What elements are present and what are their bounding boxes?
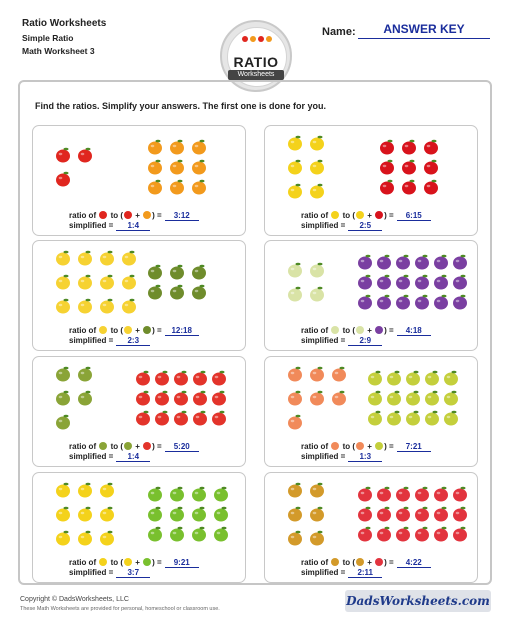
pineapple-icon xyxy=(310,507,324,522)
cherries-icon xyxy=(402,180,416,195)
plus-label: + xyxy=(135,211,140,220)
logo-fruit-icon xyxy=(242,36,248,42)
green-apple-icon xyxy=(170,487,184,502)
fruit-picture xyxy=(265,126,479,210)
lemon-icon xyxy=(310,136,324,151)
ratio-answer[interactable]: 3:12 xyxy=(165,211,199,221)
plus-label: + xyxy=(367,211,372,220)
banana-icon xyxy=(122,275,136,290)
problem-card xyxy=(32,472,246,583)
simplified-label: simplified = xyxy=(301,568,346,577)
to-label: to ( xyxy=(342,326,356,335)
simplified-label: simplified = xyxy=(301,336,346,345)
banana-icon xyxy=(100,251,114,266)
simplified-answer[interactable]: 2:5 xyxy=(348,221,382,231)
pear-icon xyxy=(425,411,439,426)
ratio-answer[interactable]: 9:21 xyxy=(165,558,199,568)
grapes-icon xyxy=(434,275,448,290)
simplified-label: simplified = xyxy=(301,221,346,230)
pear-icon xyxy=(375,442,383,450)
kiwi-icon xyxy=(99,442,107,450)
simplified-line xyxy=(301,568,382,578)
banana-icon xyxy=(78,251,92,266)
grapes-icon xyxy=(396,255,410,270)
instructions: Find the ratios. Simplify your answers. The first one is done for you. xyxy=(35,101,327,111)
kiwi-icon xyxy=(56,415,70,430)
green-apple-icon xyxy=(148,507,162,522)
copyright: Copyright © DadsWorksheets, LLC xyxy=(20,596,129,603)
kiwi-icon xyxy=(56,367,70,382)
grapes-icon xyxy=(453,255,467,270)
orange-icon xyxy=(192,180,206,195)
pineapple-icon xyxy=(310,483,324,498)
grapes-icon xyxy=(375,326,383,334)
equals-label: ) = xyxy=(384,326,394,335)
equals-label: ) = xyxy=(384,558,394,567)
plus-label: + xyxy=(367,442,372,451)
to-label: to ( xyxy=(110,442,124,451)
kiwi-icon xyxy=(78,391,92,406)
grapes-icon xyxy=(415,255,429,270)
fruit-picture xyxy=(265,241,479,325)
plus-label: + xyxy=(367,558,372,567)
apple-icon xyxy=(99,211,107,219)
worksheet-title: Ratio Worksheets xyxy=(22,18,107,29)
simplified-line xyxy=(301,336,382,346)
lemon-icon xyxy=(356,211,364,219)
ratio-line xyxy=(301,442,431,452)
simplified-line xyxy=(69,221,150,231)
ratio-line xyxy=(301,211,431,221)
peach-icon xyxy=(310,367,324,382)
lemon-icon xyxy=(100,507,114,522)
ratio-of-label: ratio of xyxy=(69,211,97,220)
simplified-label: simplified = xyxy=(69,221,114,230)
banana-icon xyxy=(56,251,70,266)
green-apple-icon xyxy=(192,527,206,542)
plus-label: + xyxy=(135,442,140,451)
simplified-line xyxy=(69,336,150,346)
strawberry-icon xyxy=(136,411,150,426)
strawberry-icon xyxy=(212,371,226,386)
cherries-icon xyxy=(402,140,416,155)
strawberry-icon xyxy=(174,411,188,426)
simplified-answer[interactable]: 1:3 xyxy=(348,452,382,462)
banana-icon xyxy=(56,275,70,290)
pear-icon xyxy=(368,371,382,386)
worksheet-subtitle: Simple Ratio xyxy=(22,33,74,43)
watermelon-icon xyxy=(377,487,391,502)
equals-label: ) = xyxy=(152,211,162,220)
problem-card xyxy=(264,356,478,467)
lemon-icon xyxy=(124,558,132,566)
grapes-icon xyxy=(453,295,467,310)
melon-icon xyxy=(356,326,364,334)
problem-card xyxy=(264,240,478,351)
grapes-icon xyxy=(358,255,372,270)
cherries-icon xyxy=(375,211,383,219)
strawberry-icon xyxy=(174,391,188,406)
fruit-picture xyxy=(265,357,479,441)
strawberry-icon xyxy=(155,391,169,406)
orange-icon xyxy=(148,160,162,175)
pear-icon xyxy=(368,391,382,406)
to-label: to ( xyxy=(110,558,124,567)
pear-icon xyxy=(425,391,439,406)
watermelon-icon xyxy=(453,507,467,522)
watermelon-icon xyxy=(453,487,467,502)
watermelon-icon xyxy=(377,527,391,542)
melon-icon xyxy=(288,263,302,278)
banana-icon xyxy=(78,275,92,290)
strawberry-icon xyxy=(193,411,207,426)
usage-note: These Math Worksheets are provided for personal, homeschool or classroom use. xyxy=(20,606,220,612)
peach-icon xyxy=(331,442,339,450)
problem-card xyxy=(32,356,246,467)
ratio-of-label: ratio of xyxy=(69,442,97,451)
melon-icon xyxy=(331,326,339,334)
pear-icon xyxy=(387,411,401,426)
to-label: to ( xyxy=(342,211,356,220)
peach-icon xyxy=(288,367,302,382)
pear-icon xyxy=(444,371,458,386)
green-apple-icon xyxy=(214,487,228,502)
ratio-answer[interactable]: 4:18 xyxy=(397,326,431,336)
green-apple-icon xyxy=(148,527,162,542)
watermelon-icon xyxy=(396,487,410,502)
plus-label: + xyxy=(135,326,140,335)
simplified-answer[interactable]: 1:4 xyxy=(116,452,150,462)
green-apple-icon xyxy=(148,487,162,502)
lemon-icon xyxy=(78,531,92,546)
green-apple-icon xyxy=(214,527,228,542)
orange-icon xyxy=(148,180,162,195)
plus-label: + xyxy=(135,558,140,567)
watermelon-icon xyxy=(375,558,383,566)
strawberry-icon xyxy=(155,411,169,426)
lemon-icon xyxy=(288,184,302,199)
logo-fruit-icon xyxy=(258,36,264,42)
simplified-label: simplified = xyxy=(69,452,114,461)
lemon-icon xyxy=(288,136,302,151)
name-label: Name: xyxy=(322,26,356,38)
fruit-picture xyxy=(265,473,479,557)
logo-fruit-icon xyxy=(250,36,256,42)
pear-icon xyxy=(387,371,401,386)
avocado-icon xyxy=(170,285,184,300)
simplified-answer[interactable]: 2:9 xyxy=(348,336,382,346)
ratio-line xyxy=(301,558,431,568)
green-apple-icon xyxy=(170,507,184,522)
worksheet-number: Math Worksheet 3 xyxy=(22,46,95,56)
simplified-answer[interactable]: 2:3 xyxy=(116,336,150,346)
watermelon-icon xyxy=(396,507,410,522)
pear-icon xyxy=(406,411,420,426)
lemon-icon xyxy=(310,160,324,175)
banana-icon xyxy=(122,251,136,266)
banana-icon xyxy=(99,326,107,334)
pear-icon xyxy=(368,411,382,426)
banana-icon xyxy=(122,299,136,314)
grapes-icon xyxy=(434,255,448,270)
banana-icon xyxy=(56,299,70,314)
grapes-icon xyxy=(396,275,410,290)
green-apple-icon xyxy=(214,507,228,522)
grapes-icon xyxy=(415,275,429,290)
ratio-line xyxy=(301,326,431,336)
to-label: to ( xyxy=(342,442,356,451)
simplified-answer[interactable]: 3:7 xyxy=(116,568,150,578)
to-label: to ( xyxy=(342,558,356,567)
fruit-picture xyxy=(33,126,247,210)
ratio-answer[interactable]: 5:20 xyxy=(165,442,199,452)
grapes-icon xyxy=(377,255,391,270)
peach-icon xyxy=(332,367,346,382)
apple-icon xyxy=(78,148,92,163)
cherries-icon xyxy=(380,140,394,155)
ratio-of-label: ratio of xyxy=(301,558,329,567)
watermelon-icon xyxy=(377,507,391,522)
orange-icon xyxy=(170,140,184,155)
grapes-icon xyxy=(377,295,391,310)
simplified-label: simplified = xyxy=(301,452,346,461)
grapes-icon xyxy=(415,295,429,310)
pineapple-icon xyxy=(288,483,302,498)
cherries-icon xyxy=(380,180,394,195)
lemon-icon xyxy=(56,483,70,498)
fruit-picture xyxy=(33,357,247,441)
green-apple-icon xyxy=(170,527,184,542)
ratio-answer[interactable]: 6:15 xyxy=(397,211,431,221)
orange-icon xyxy=(192,160,206,175)
strawberry-icon xyxy=(155,371,169,386)
peach-icon xyxy=(310,391,324,406)
simplified-line xyxy=(69,452,150,462)
grapes-icon xyxy=(434,295,448,310)
logo-band: Worksheets xyxy=(228,70,284,80)
simplified-line xyxy=(301,221,382,231)
peach-icon xyxy=(332,391,346,406)
grapes-icon xyxy=(377,275,391,290)
orange-icon xyxy=(192,140,206,155)
watermelon-icon xyxy=(358,487,372,502)
name-field[interactable]: ANSWER KEY xyxy=(358,22,490,39)
pear-icon xyxy=(444,391,458,406)
apple-icon xyxy=(56,148,70,163)
watermelon-icon xyxy=(415,487,429,502)
apple-icon xyxy=(124,211,132,219)
peach-icon xyxy=(288,415,302,430)
watermelon-icon xyxy=(358,527,372,542)
lemon-icon xyxy=(288,160,302,175)
ratio-line xyxy=(69,326,199,336)
orange-icon xyxy=(170,180,184,195)
watermelon-icon xyxy=(453,527,467,542)
pear-icon xyxy=(406,391,420,406)
pineapple-icon xyxy=(288,507,302,522)
problem-card xyxy=(32,240,246,351)
logo-word: RATIO xyxy=(233,54,279,70)
pear-icon xyxy=(387,391,401,406)
simplified-label: simplified = xyxy=(69,568,114,577)
to-label: to ( xyxy=(110,326,124,335)
watermelon-icon xyxy=(434,507,448,522)
cherries-icon xyxy=(424,140,438,155)
lemon-icon xyxy=(78,507,92,522)
melon-icon xyxy=(310,287,324,302)
fruit-picture xyxy=(33,473,247,557)
banana-icon xyxy=(100,299,114,314)
pineapple-icon xyxy=(288,531,302,546)
problem-card xyxy=(264,125,478,236)
equals-label: ) = xyxy=(152,442,162,451)
watermelon-icon xyxy=(434,487,448,502)
plus-label: + xyxy=(367,326,372,335)
orange-icon xyxy=(143,211,151,219)
green-apple-icon xyxy=(143,558,151,566)
avocado-icon xyxy=(148,285,162,300)
lemon-icon xyxy=(78,483,92,498)
pineapple-icon xyxy=(310,531,324,546)
equals-label: ) = xyxy=(384,211,394,220)
ratio-answer[interactable]: 4:22 xyxy=(397,558,431,568)
strawberry-icon xyxy=(136,371,150,386)
cherries-icon xyxy=(402,160,416,175)
ratio-of-label: ratio of xyxy=(301,211,329,220)
banana-icon xyxy=(124,326,132,334)
simplified-answer[interactable]: 2:11 xyxy=(348,568,382,578)
pineapple-icon xyxy=(331,558,339,566)
lemon-icon xyxy=(56,507,70,522)
peach-icon xyxy=(356,442,364,450)
logo-fruit-icon xyxy=(266,36,272,42)
lemon-icon xyxy=(310,184,324,199)
cherries-icon xyxy=(424,160,438,175)
equals-label: ) = xyxy=(152,326,162,335)
strawberry-icon xyxy=(136,391,150,406)
avocado-icon xyxy=(192,265,206,280)
watermelon-icon xyxy=(415,527,429,542)
lemon-icon xyxy=(99,558,107,566)
peach-icon xyxy=(288,391,302,406)
green-apple-icon xyxy=(192,487,206,502)
equals-label: ) = xyxy=(152,558,162,567)
avocado-icon xyxy=(170,265,184,280)
melon-icon xyxy=(310,263,324,278)
cherries-icon xyxy=(380,160,394,175)
ratio-of-label: ratio of xyxy=(301,442,329,451)
avocado-icon xyxy=(148,265,162,280)
problem-card xyxy=(32,125,246,236)
strawberry-icon xyxy=(143,442,151,450)
pineapple-icon xyxy=(356,558,364,566)
avocado-icon xyxy=(192,285,206,300)
simplified-line xyxy=(69,568,150,578)
green-apple-icon xyxy=(192,507,206,522)
watermelon-icon xyxy=(396,527,410,542)
strawberry-icon xyxy=(174,371,188,386)
pear-icon xyxy=(406,371,420,386)
ratio-of-label: ratio of xyxy=(69,558,97,567)
watermelon-icon xyxy=(434,527,448,542)
orange-icon xyxy=(170,160,184,175)
lemon-icon xyxy=(56,531,70,546)
grapes-icon xyxy=(396,295,410,310)
ratio-answer[interactable]: 12:18 xyxy=(165,326,199,336)
ratio-of-label: ratio of xyxy=(69,326,97,335)
to-label: to ( xyxy=(110,211,124,220)
banana-icon xyxy=(100,275,114,290)
ratio-line xyxy=(69,442,199,452)
lemon-icon xyxy=(331,211,339,219)
fruit-picture xyxy=(33,241,247,325)
kiwi-icon xyxy=(78,367,92,382)
ratio-of-label: ratio of xyxy=(301,326,329,335)
grapes-icon xyxy=(453,275,467,290)
strawberry-icon xyxy=(193,391,207,406)
strawberry-icon xyxy=(212,411,226,426)
lemon-icon xyxy=(100,483,114,498)
simplified-label: simplified = xyxy=(69,336,114,345)
avocado-icon xyxy=(143,326,151,334)
ratio-answer[interactable]: 7:21 xyxy=(397,442,431,452)
pear-icon xyxy=(444,411,458,426)
problem-card xyxy=(264,472,478,583)
strawberry-icon xyxy=(212,391,226,406)
watermelon-icon xyxy=(358,507,372,522)
brand-logo: DadsWorksheets.com xyxy=(345,590,491,612)
simplified-line xyxy=(301,452,382,462)
strawberry-icon xyxy=(193,371,207,386)
ratio-line xyxy=(69,558,199,568)
orange-icon xyxy=(148,140,162,155)
cherries-icon xyxy=(424,180,438,195)
apple-icon xyxy=(56,172,70,187)
melon-icon xyxy=(288,287,302,302)
kiwi-icon xyxy=(56,391,70,406)
ratio-line xyxy=(69,211,199,221)
watermelon-icon xyxy=(415,507,429,522)
grapes-icon xyxy=(358,275,372,290)
equals-label: ) = xyxy=(384,442,394,451)
lemon-icon xyxy=(100,531,114,546)
kiwi-icon xyxy=(124,442,132,450)
simplified-answer[interactable]: 1:4 xyxy=(116,221,150,231)
grapes-icon xyxy=(358,295,372,310)
banana-icon xyxy=(78,299,92,314)
pear-icon xyxy=(425,371,439,386)
